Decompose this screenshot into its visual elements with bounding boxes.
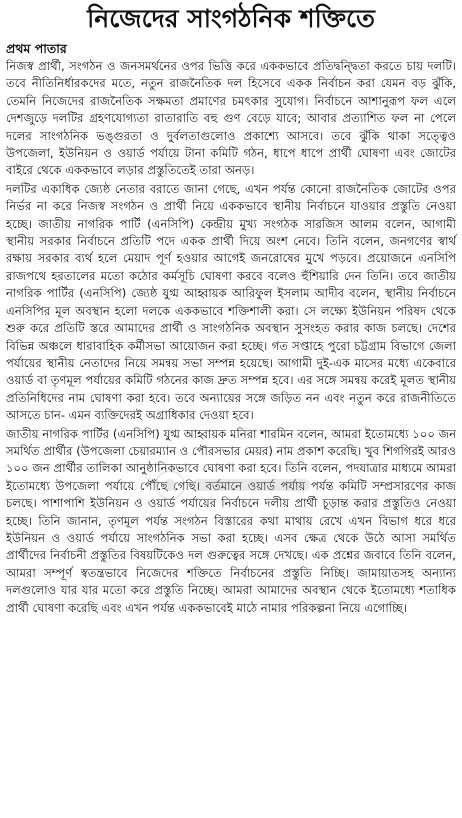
paragraph-3: জাতীয় নাগরিক পার্টির (এনসিপি) যুগ্ম আহ্বায়ক মনিরা শারমিন বলেন, আমরা ইতোমধ্যে ১০০ জন সমর্থিত প্রার্থীর (উপজেলা চেয়ারম্যান ও পৌরসভার মেয়র) নাম প্রকাশ করেছি। খুব শিগগিরই আরও ১০০ জন প্রার্থীর তালিকা আনুষ্ঠানিকভাবে ঘোষণা করা হবে। তিনি বলেন, পদযাত্রার মাধ্যমে আমরা ইতোমধ্যে উপজেলা পর্যায়ে পৌঁছে গেছি। বর্তমানে ওয়ার্ড পর্যায় পর্যন্ত কমিটি সম্প্রসারণের কাজ চলছে। পাশাপাশি ইউনিয়ন ও ওয়ার্ড পর্যায়ের নির্বাচনে দলীয় প্রার্থী চূড়ান্ত করার প্রস্তুতিও নেওয়া হচ্ছে। তিনি জানান, তৃণমূল পর্যন্ত সংগঠন বিস্তারের কথা মাথায় রেখে এখন বিভাগ ধরে ধরে ইউনিয়ন ও ওয়ার্ড পর্যায়ে সাংগঠনিক সভা করা হচ্ছে। এসব ক্ষেত্র থেকে উঠে আসা সমর্থিত প্রার্থীদের নির্বাচনী প্রস্তুতির বিষয়টিকেও দল গুরুত্বের সঙ্গে দেখছে। এক প্রশ্নের জবাবে তিনি বলেন, আমরা সম্পূর্ণ স্বতন্ত্রভাবে নিজেদের শক্তিতে নির্বাচনের প্রস্তুতি নিচ্ছি। জামায়াতসহ অন্যান্য দলগুলোও যার যার মতো করে প্রস্তুতি নিচ্ছে। আমরা আমাদের অবস্থান থেকে ইতোমধ্যে শতাধিক প্রার্থী ঘোষণা করেছি এবং এখন পর্যন্ত এককভাবেই মাঠে নামার পরিকল্পনা নিয়ে এগোচ্ছি।: [6, 426, 456, 615]
paragraph-1: নিজস্ব প্রার্থী, সংগঠন ও জনসমর্থনের ওপর ভিত্তি করে এককভাবে প্রতিদ্বন্দ্বিতা করতে চায় দলটি। তবে নীতিনির্ধারকদের মতে, নতুন রাজনৈতিক দল হিসেবে একক নির্বাচন করা যেমন বড় ঝুঁকি, তেমনি নিজেদের রাজনৈতিক সক্ষমতা প্রমাণের চমৎকার সুযোগ। নির্বাচনে আশানুরূপ ফল এলে দেশজুড়ে দলটির গ্রহণযোগ্যতা রাতারাতি বহু গুণ বেড়ে যাবে; আবার প্রত্যাশিত ফল না পেলে দলের সাংগঠনিক ভঙ্গুরতা ও দুর্বলতাগুলোও প্রকাশ্যে আসবে। তবে ঝুঁকি থাকা সত্ত্বেও উপজেলা, ইউনিয়ন ও ওয়ার্ড পর্যায়ে টানা কমিটি গঠন, ধাপে ধাপে প্রার্থী ঘোষণা এবং জোটের বাইরে থেকে এককভাবে লড়ার প্রস্তুতিতেই তারা অনড়।: [6, 59, 456, 178]
article-headline: নিজেদের সাংগঠনিক শক্তিতে: [87, 4, 375, 33]
page-label: প্রথম পাতার: [6, 41, 67, 56]
paragraph-2: দলটির একাধিক জ্যেষ্ঠ নেতার বরাতে জানা গেছে, এখন পর্যন্ত কোনো রাজনৈতিক জোটের ওপর নির্ভর না করে নিজস্ব সংগঠন ও প্রার্থী নিয়ে এককভাবে স্থানীয় নির্বাচনে যাওয়ার প্রস্তুতি নেওয়া হচ্ছে। জাতীয় নাগরিক পার্টি (এনসিপি) কেন্দ্রীয় মুখ্য সংগঠক সারজিস আলম বলেন, আগামী স্থানীয় সরকার নির্বাচনে প্রতিটি পদে একক প্রার্থী দিয়ে অংশ নেবে। তিনি বলেন, জনগণের স্বার্থ রক্ষায় সরকার ব্যর্থ হলে মেয়াদ পূর্ণ হওয়ার আগেই জনরোষের মুখে পড়বে। প্রয়োজনে এনসিপি রাজপথে হরতালের মতো কঠোর কর্মসূচি ঘোষণা করবে বলেও হুঁশিয়ারি দেন তিনি। তবে জাতীয় নাগরিক পার্টির (এনসিপি) জ্যেষ্ঠ যুগ্ম আহ্বায়ক আরিফুল ইসলাম আদীব বলেন, স্থানীয় নির্বাচনে এনসিপির মূল অবস্থান হলো দলকে এককভাবে শক্তিশালী করা। সে লক্ষ্যে ইউনিয়ন পরিষদ থেকে শুরু করে প্রতিটি স্তরে আমাদের প্রার্থী ও সাংগঠনিক অবস্থান সুসংহত করার কাজ চলছে। দেশের বিভিন্ন অঞ্চলে ধারাবাহিক কর্মীসভা আয়োজন করা হচ্ছে। গত সপ্তাহে পুরো চট্টগ্রাম বিভাগে জেলা পর্যায়ের স্থানীয় নেতাদের নিয়ে সমন্বয় সভা সম্পন্ন হয়েছে। আগামী দুই-এক মাসের মধ্যে একেবারে ওয়ার্ড বা তৃণমূল পর্যায়ের কমিটি গঠনের কাজ দ্রুত সম্পন্ন হবে। এর সঙ্গে সমন্বয় করেই মূলত স্থানীয় প্রতিনিধিদের নাম ঘোষণা করা হবে। তবে অন্যায়ের সঙ্গে জড়িত নন এবং নতুন করে রাজনীতিতে আসতে চান- এমন ব্যক্তিদেরই অগ্রাধিকার দেওয়া হবে।: [6, 181, 456, 423]
